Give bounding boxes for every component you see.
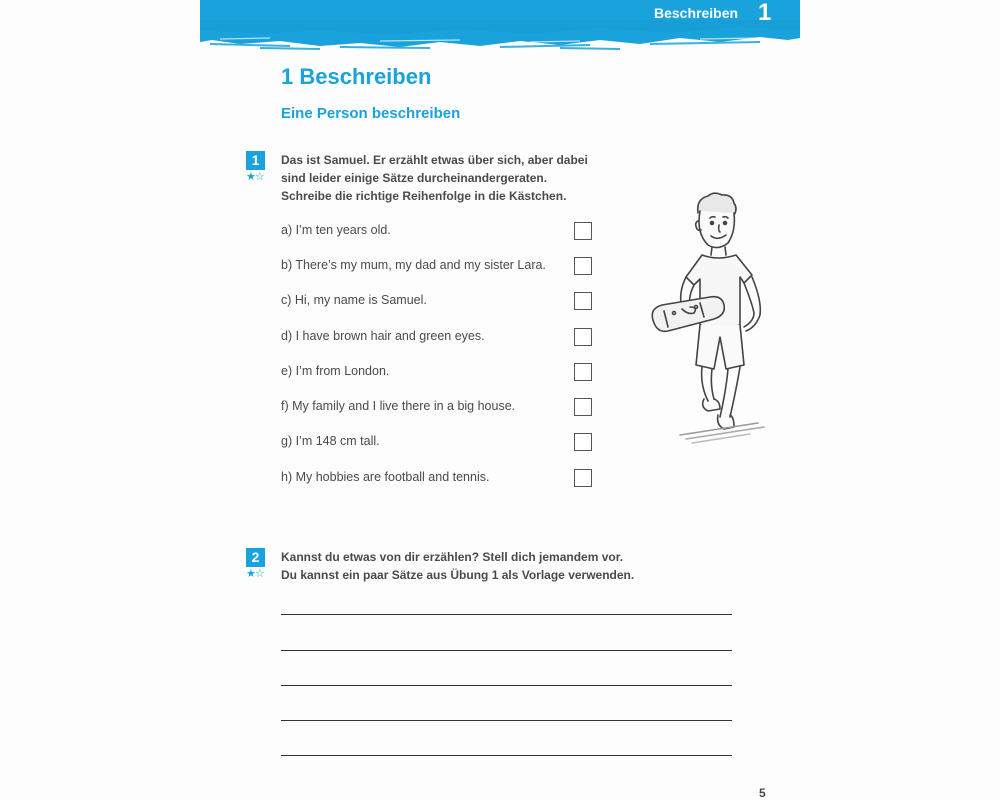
order-box-a[interactable] (574, 222, 592, 240)
exercise-1-instructions (281, 151, 588, 205)
exercise-2-instructions (281, 548, 634, 584)
writing-line[interactable] (281, 720, 732, 721)
order-box-h[interactable] (574, 469, 592, 487)
section-title: Eine Person beschreiben (281, 105, 461, 122)
instruction-line: Du kannst ein paar Sätze aus Übung 1 als Vorlage verwenden. (281, 568, 635, 582)
writing-line[interactable] (281, 685, 732, 686)
sentence-item-g: g) I’m 148 cm tall. (281, 434, 380, 448)
sentence-item-e: e) I’m from London. (281, 364, 390, 378)
sentence-item-b: b) There’s my mum, my dad and my sister Lara. (281, 258, 546, 272)
exercise-1-number-badge: 1 (246, 151, 265, 170)
instruction-line: Das ist Samuel. Er erzählt etwas über sich, aber dabei (281, 153, 588, 167)
chapter-number: 1 (758, 0, 772, 26)
sentence-item-c: c) Hi, my name is Samuel. (281, 293, 427, 307)
sentence-item-a: a) I’m ten years old. (281, 223, 391, 237)
boy-with-skateboard-illustration (640, 185, 770, 445)
page-number: 5 (759, 786, 766, 800)
order-box-f[interactable] (574, 398, 592, 416)
order-box-c[interactable] (574, 292, 592, 310)
chapter-banner (200, 0, 800, 52)
exercise-1-difficulty-stars: ★☆ (246, 171, 264, 183)
writing-line[interactable] (281, 614, 732, 615)
order-box-g[interactable] (574, 433, 592, 451)
chapter-label: Beschreiben (654, 5, 739, 21)
instruction-line: Schreibe die richtige Reihenfolge in die Kästchen. (281, 189, 567, 203)
exercise-2-number-badge: 2 (246, 548, 265, 567)
writing-line[interactable] (281, 755, 732, 756)
order-box-d[interactable] (574, 328, 592, 346)
writing-line[interactable] (281, 650, 732, 651)
sentence-item-h: h) My hobbies are football and tennis. (281, 470, 490, 484)
exercise-2-difficulty-stars: ★☆ (246, 568, 264, 580)
order-box-e[interactable] (574, 363, 592, 381)
order-box-b[interactable] (574, 257, 592, 275)
sentence-item-f: f) My family and I live there in a big house. (281, 399, 516, 413)
instruction-line: Kannst du etwas von dir erzählen? Stell dich jemandem vor. (281, 550, 624, 564)
chapter-title: 1 Beschreiben (281, 64, 432, 89)
sentence-item-d: d) I have brown hair and green eyes. (281, 329, 485, 343)
instruction-line: sind leider einige Sätze durcheinandergeraten. (281, 171, 548, 185)
